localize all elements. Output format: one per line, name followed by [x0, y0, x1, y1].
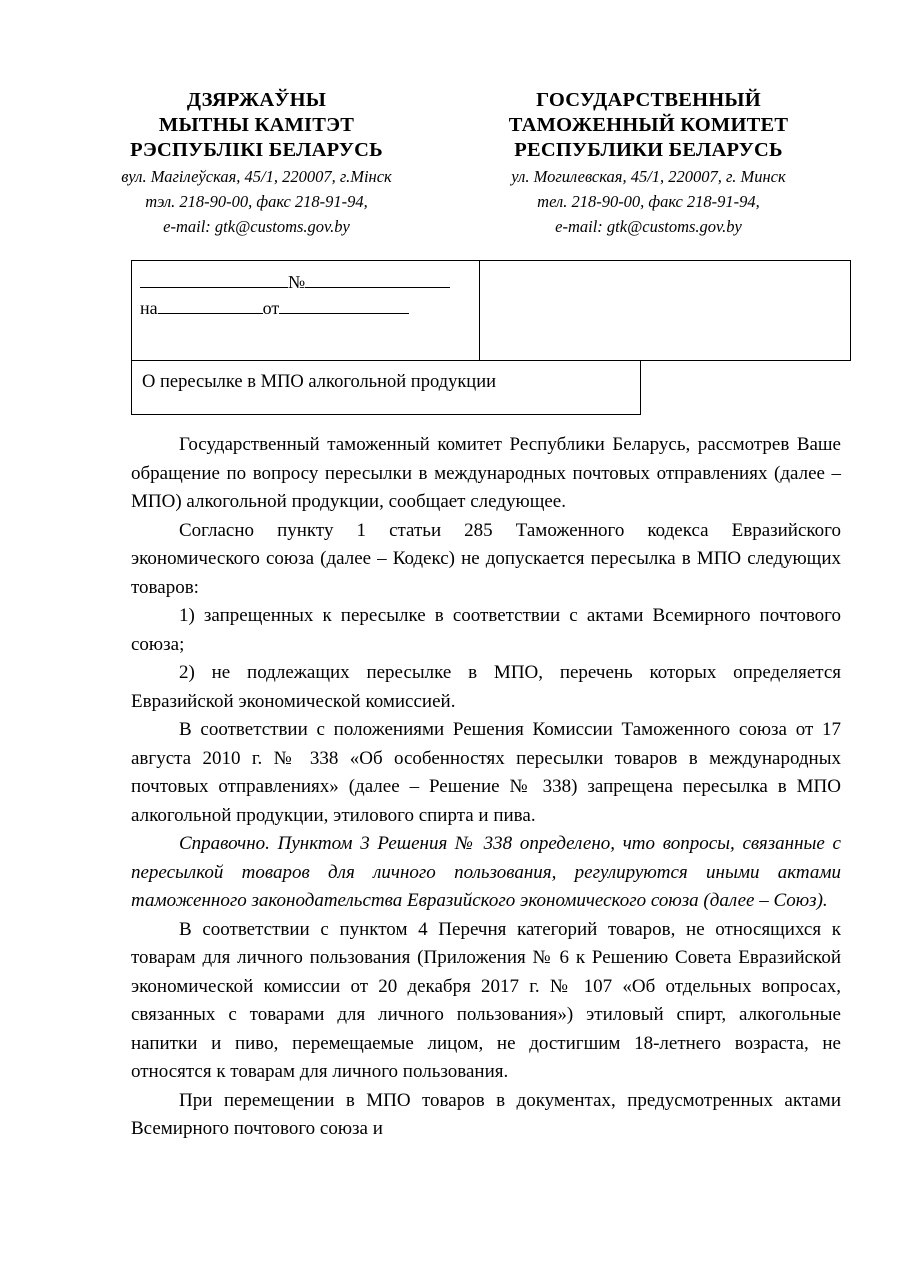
subject-box — [131, 361, 641, 415]
letterhead-address-ru: ул. Могилевская, 45/1, 220007, г. Минск — [511, 167, 786, 186]
reference-number-symbol: № — [288, 272, 306, 292]
letterhead-email-ru: e-mail: gtk@customs.gov.by — [555, 217, 742, 236]
subject-text: О пересылке в МПО алкогольной продукции — [142, 372, 497, 392]
letterhead-title-be-line3: РЭСПУБЛІКІ БЕЛАРУСЬ — [130, 139, 383, 161]
addressee-box — [480, 261, 850, 360]
body-paragraph-3: 1) запрещенных к пересылке в соответствии с актами Всемирного почтового союза; — [131, 605, 841, 655]
letterhead-phone-ru: тел. 218-90-00, факс 218-91-94, — [537, 192, 760, 211]
letterhead-title-ru-line1: ГОСУДАРСТВЕННЫЙ — [536, 89, 761, 111]
body-paragraph-4: 2) не подлежащих пересылке в МПО, перечень которых определяется Евразийской экономической комиссией. — [131, 662, 841, 712]
body-paragraph-7: В соответствии с пунктом 4 Перечня категорий товаров, не относящихся к товарам для личного пользования (Приложения № 6 к Решению Совета Евразийской экономической комиссии от 20 декабря 2017 г. № 107 «Об отдельных вопросах, связанных с товарами для личного пользования») этиловый спирт, алкогольные напитки и пиво, перемещаемые лицом, не достигшим 18-летнего возраста, не относятся к товарам для личного пользования. — [131, 918, 841, 1082]
body-paragraph-1: Государственный таможенный комитет Республики Беларусь, рассмотрев Ваше обращение по вопросу пересылки в международных почтовых отправлениях (далее – МПО) алкогольной продукции, сообщает следующее. — [131, 434, 841, 512]
reference-number-value-blank[interactable] — [305, 270, 450, 288]
reference-from-blank[interactable] — [279, 296, 409, 314]
letterhead-russian — [484, 88, 814, 238]
letterhead-address-be: вул. Магілеўская, 45/1, 220007, г.Мінск — [121, 167, 392, 186]
letterhead-belarusian — [92, 88, 422, 238]
letterhead-title-ru-line2: ТАМОЖЕННЫЙ КОМИТЕТ — [508, 114, 789, 136]
letterhead-title-ru-line3: РЕСПУБЛИКИ БЕЛАРУСЬ — [514, 139, 783, 161]
reference-onfrom-line — [140, 295, 473, 321]
letter-body — [131, 431, 841, 1144]
reference-on-label: на — [140, 298, 158, 318]
letterhead-phone-be: тэл. 218-90-00, факс 218-91-94, — [145, 192, 368, 211]
body-paragraph-5: В соответствии с положениями Решения Комиссии Таможенного союза от 17 августа 2010 г. № 338 «Об особенностях пересылки товаров в международных почтовых отправлениях» (далее – Решение № 338) запрещена пересылка в МПО алкогольной продукции, этилового спирта и пива. — [131, 719, 841, 826]
letterhead — [0, 0, 905, 238]
letterhead-title-be-line2: МЫТНЫ КАМІТЭТ — [158, 114, 355, 136]
reference-box — [131, 260, 851, 361]
body-paragraph-8: При перемещении в МПО товаров в документах, предусмотренных актами Всемирного почтового союза и — [131, 1089, 841, 1139]
body-paragraph-2: Согласно пункту 1 статьи 285 Таможенного кодекса Евразийского экономического союза (далее – Кодекс) не допускается пересылка в МПО следующих товаров: — [131, 519, 841, 598]
reference-number-line — [140, 269, 473, 295]
letterhead-email-be: e-mail: gtk@customs.gov.by — [163, 217, 350, 236]
letterhead-title-be-line1: ДЗЯРЖАЎНЫ — [186, 89, 327, 111]
reference-number-blank[interactable] — [140, 270, 288, 288]
reference-on-blank[interactable] — [158, 296, 263, 314]
reference-from-label: от — [262, 298, 280, 318]
reference-fields — [132, 261, 480, 360]
body-paragraph-6-note: Справочно. Пунктом 3 Решения № 338 определено, что вопросы, связанные с пересылкой товаров для личного пользования, регулируются иными актами таможенного законодательства Евразийского экономического союза (далее – Союз). — [131, 833, 841, 911]
